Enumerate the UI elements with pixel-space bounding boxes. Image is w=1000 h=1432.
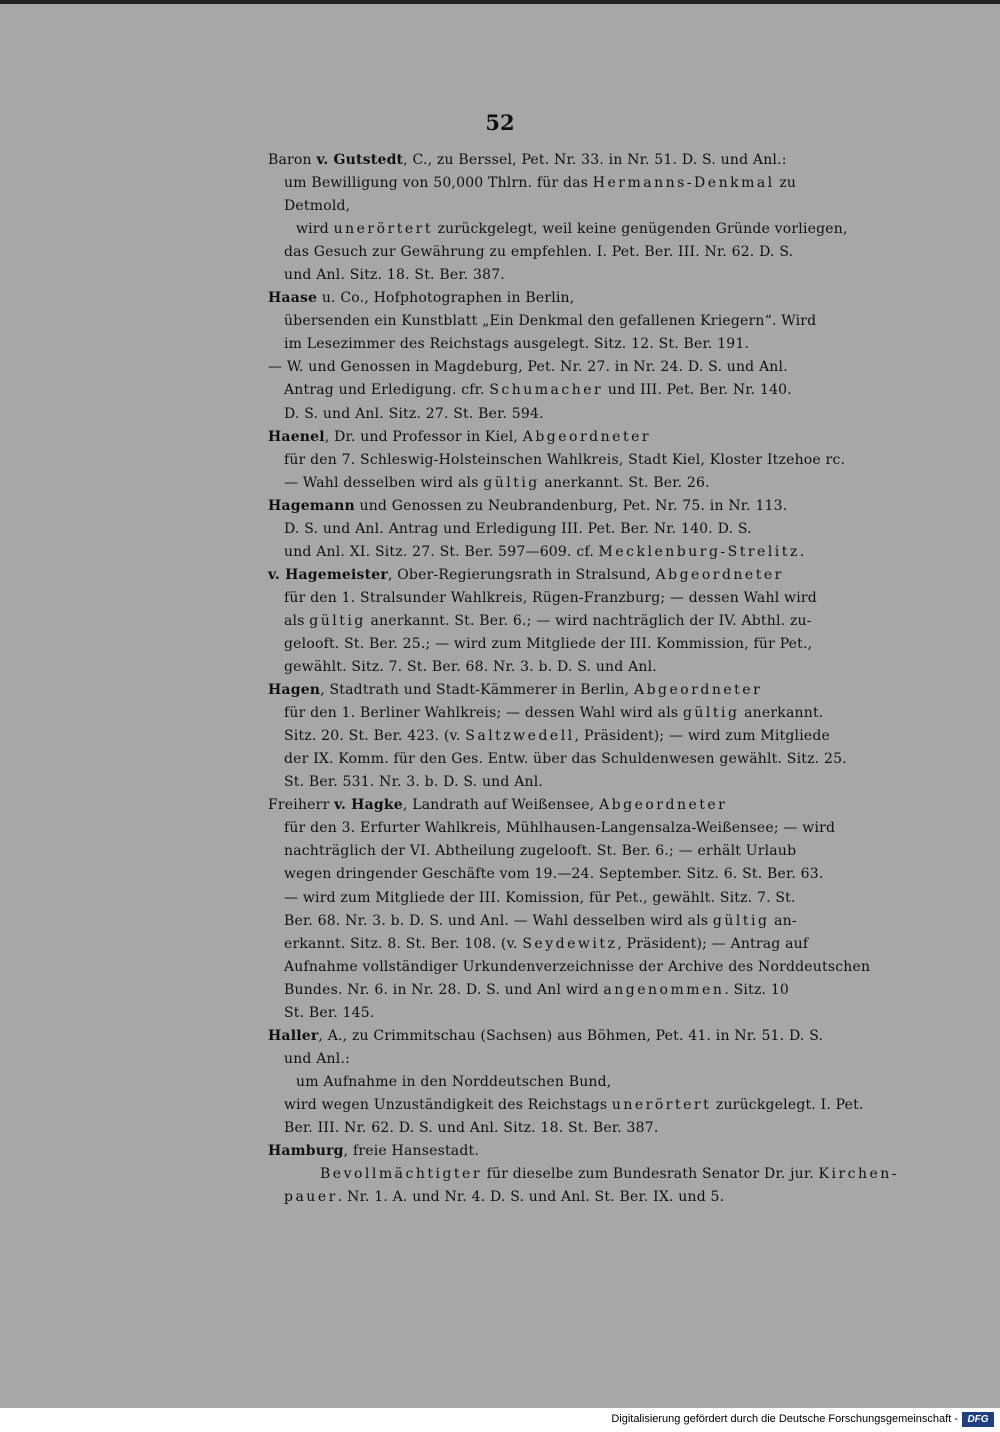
entry-line [268, 748, 848, 771]
entry-line [268, 1117, 848, 1140]
entry-headword: Haenel [268, 428, 325, 445]
entry-line [268, 356, 848, 379]
spaced-emphasis: unerörtert [611, 1096, 712, 1113]
spaced-emphasis: unerörtert [333, 221, 433, 238]
entry-text: — Wahl desselben wird als [284, 474, 484, 491]
spaced-emphasis: Abgeordneter [633, 682, 763, 699]
entry-line [268, 518, 848, 541]
entry-text: . Sitz. 10 [724, 981, 790, 998]
entry-line [268, 172, 848, 195]
entry-text: an- [769, 912, 797, 929]
entry-text: zurückgelegt. I. Pet. [711, 1096, 864, 1113]
entry-line [268, 241, 848, 264]
entry-line [268, 449, 848, 472]
entry-heading-line [268, 149, 848, 172]
entry-line [268, 979, 848, 1002]
entry-line [268, 264, 848, 287]
entry-text: Detmold, [284, 198, 351, 215]
entry-text: . [799, 543, 805, 560]
entry-heading-line [268, 564, 848, 587]
entry-text: für den 3. Erfurter Wahlkreis, Mühlhausen-Langensalza-Weißensee; — wird [284, 820, 836, 837]
entry-headword: Hagemann [268, 497, 355, 514]
entry-text: im Lesezimmer des Reichstags ausgelegt. Sitz. 12. St. Ber. 191. [284, 336, 750, 353]
spaced-emphasis: Seydewitz [522, 935, 618, 952]
entry-line [268, 863, 848, 886]
entry-line [268, 1186, 848, 1209]
entry-line [268, 817, 848, 840]
spaced-emphasis: Hermanns-Denkmal [592, 175, 775, 192]
entry-text: St. Ber. 145. [284, 1004, 375, 1021]
entry-line [268, 1002, 848, 1025]
entry-headword: v. Hagemeister [268, 566, 388, 583]
entry-text: nachträglich der VI. Abtheilung zugelooft. St. Ber. 6.; — erhält Urlaub [284, 843, 797, 860]
entry-text: D. S. und Anl. Antrag und Erledigung III. Pet. Ber. Nr. 140. D. S. [284, 520, 752, 537]
entry-text: , Stadtrath und Stadt-Kämmerer in Berlin, [320, 682, 634, 699]
entry-text: , Dr. und Professor in Kiel, [324, 428, 523, 445]
entry-text: wegen dringender Geschäfte vom 19.—24. September. Sitz. 6. St. Ber. 63. [284, 866, 824, 883]
entry-text: zurückgelegt, weil keine genügenden Gründe vorliegen, [432, 221, 848, 238]
entry-text: zu [774, 175, 797, 192]
entry-line [268, 310, 848, 333]
register-entry [268, 1140, 900, 1209]
entry-line [268, 1094, 864, 1117]
entry-text: anerkannt. St. Ber. 26. [539, 474, 710, 491]
entry-text: anerkannt. St. Ber. 6.; — wird nachträglich der IV. Abthl. zu- [365, 612, 812, 629]
entry-text: und Genossen zu Neubrandenburg, Pet. Nr. 75. in Nr. 113. [354, 497, 788, 514]
entry-line [268, 1163, 900, 1186]
entry-line [268, 633, 848, 656]
spaced-emphasis: Mecklenburg-Strelitz [598, 543, 800, 560]
entry-line [268, 656, 848, 679]
entry-line [268, 910, 848, 933]
entry-text: als [284, 612, 310, 629]
entry-text: wird wegen Unzuständigkeit des Reichstags [284, 1096, 612, 1113]
entry-heading-line [268, 426, 848, 449]
entry-text: gelooft. St. Ber. 25.; — wird zum Mitgliede der III. Kommission, für Pet., [284, 635, 813, 652]
register-entry [268, 426, 848, 495]
entry-line [268, 333, 848, 356]
entry-text: — W. und Genossen in Magdeburg, Pet. Nr. 27. in Nr. 24. D. S. und Anl. [268, 359, 788, 376]
entry-text: . Nr. 1. A. und Nr. 4. D. S. und Anl. St. Ber. IX. und 5. [337, 1189, 725, 1206]
register-entry [268, 679, 848, 794]
spaced-emphasis: gültig [712, 912, 770, 929]
entry-text: für den 7. Schleswig-Holsteinschen Wahlkreis, Stadt Kiel, Kloster Itzehoe rc. [284, 451, 846, 468]
entry-text: anerkannt. [739, 705, 824, 722]
entry-text: Antrag und Erledigung. cfr. [284, 382, 490, 399]
funding-notice: Digitalisierung gefördert durch die Deutsche Forschungsgemeinschaft - [611, 1413, 958, 1425]
entry-text: , freie Hansestadt. [343, 1143, 479, 1160]
spaced-emphasis: angenommen [603, 981, 725, 998]
entry-text: D. S. und Anl. Sitz. 27. St. Ber. 594. [284, 405, 544, 422]
spaced-emphasis: Abgeordneter [522, 428, 652, 445]
entry-heading-line [268, 1025, 848, 1048]
entry-text: — wird zum Mitgliede der III. Komission, für Pet., gewählt. Sitz. 7. St. [284, 889, 796, 906]
register-entries [268, 149, 900, 1209]
entry-text: Aufnahme vollständiger Urkundenverzeichnisse der Archive des Norddeutschen [284, 958, 871, 975]
entry-text: übersenden ein Kunstblatt „Ein Denkmal den gefallenen Kriegern“. Wird [284, 313, 817, 330]
spaced-emphasis: gültig [483, 474, 540, 491]
entry-text: , Präsident); — Antrag auf [617, 935, 809, 952]
entry-headword: v. Gutstedt [316, 152, 404, 168]
entry-headword: Haller [268, 1027, 319, 1044]
entry-text: und Anl. XI. Sitz. 27. St. Ber. 597—609. cf. [284, 543, 599, 560]
entry-text: , Präsident); — wird zum Mitgliede [574, 728, 831, 745]
entry-line [268, 887, 848, 910]
spaced-emphasis: gültig [682, 705, 740, 722]
spaced-emphasis: Schumacher [489, 382, 604, 399]
spaced-emphasis: Bevollmächtigter [320, 1166, 483, 1183]
entry-headword: Haase [268, 290, 318, 307]
entry-line [268, 472, 848, 495]
entry-line [268, 587, 848, 610]
entry-line [268, 379, 848, 402]
entry-line [268, 1071, 848, 1094]
entry-heading-line [268, 679, 848, 702]
entry-text: um Bewilligung von 50,000 Thlrn. für das [284, 175, 593, 192]
entry-text: wird [296, 221, 334, 238]
spaced-emphasis: gültig [309, 612, 366, 629]
entry-line [268, 403, 848, 426]
entry-text: , Ober-Regierungsrath in Stralsund, [387, 566, 656, 583]
funding-footer [0, 1408, 1000, 1432]
entry-text: für dieselbe zum Bundesrath Senator Dr. jur. [482, 1166, 819, 1183]
entry-text: St. Ber. 531. Nr. 3. b. D. S. und Anl. [284, 774, 544, 791]
spaced-emphasis: pauer [284, 1189, 338, 1206]
entry-line [268, 195, 848, 218]
entry-text: Sitz. 20. St. Ber. 423. (v. [284, 728, 466, 745]
register-entry [268, 287, 848, 425]
register-entry [268, 1025, 864, 1140]
entry-text: , Landrath auf Weißensee, [402, 797, 600, 814]
entry-text: Freiherr [268, 797, 335, 814]
register-entry [268, 495, 848, 564]
entry-text: Baron [268, 152, 317, 168]
entry-line [268, 840, 848, 863]
entry-line [268, 702, 848, 725]
entry-heading-line [268, 1140, 848, 1163]
entry-text: Bundes. Nr. 6. in Nr. 28. D. S. und Anl wird [284, 981, 604, 998]
spaced-emphasis: Saltzwedell [465, 728, 575, 745]
entry-text: , C., zu Berssel, Pet. Nr. 33. in Nr. 51. D. S. und Anl.: [403, 152, 787, 168]
entry-text: Ber. III. Nr. 62. D. S. und Anl. Sitz. 18. St. Ber. 387. [284, 1119, 659, 1136]
entry-line [268, 610, 848, 633]
entry-text: und Anl. Sitz. 18. St. Ber. 387. [284, 267, 505, 284]
entry-text: und III. Pet. Ber. Nr. 140. [603, 382, 792, 399]
entry-line [268, 218, 848, 241]
entry-text: für den 1. Berliner Wahlkreis; — dessen Wahl wird als [284, 705, 683, 722]
dfg-logo[interactable]: DFG [962, 1412, 994, 1427]
entry-line [268, 725, 848, 748]
entry-heading-line [268, 794, 848, 817]
entry-line [268, 541, 848, 564]
entry-headword: v. Hagke [334, 797, 403, 814]
entry-line [268, 956, 871, 979]
spaced-emphasis: Kirchen- [818, 1166, 900, 1183]
entry-headword: Hagen [268, 682, 321, 699]
entry-headword: Hamburg [268, 1143, 344, 1160]
entry-line [268, 1048, 848, 1071]
entry-text: Ber. 68. Nr. 3. b. D. S. und Anl. — Wahl desselben wird als [284, 912, 713, 929]
entry-heading-line [268, 495, 848, 518]
register-entry [268, 564, 848, 679]
register-entry [268, 794, 871, 1024]
entry-text: , A., zu Crimmitschau (Sachsen) aus Böhmen, Pet. 41. in Nr. 51. D. S. [318, 1027, 824, 1044]
entry-text: u. Co., Hofphotographen in Berlin, [317, 290, 575, 307]
entry-text: um Aufnahme in den Norddeutschen Bund, [296, 1073, 612, 1090]
entry-text: für den 1. Stralsunder Wahlkreis, Rügen-Franzburg; — dessen Wahl wird [284, 589, 817, 606]
entry-heading-line [268, 287, 848, 310]
spaced-emphasis: Abgeordneter [655, 566, 784, 583]
entry-line [268, 933, 848, 956]
entry-text: und Anl.: [284, 1050, 351, 1067]
entry-text: das Gesuch zur Gewährung zu empfehlen. I. Pet. Ber. III. Nr. 62. D. S. [284, 244, 794, 261]
entry-text: erkannt. Sitz. 8. St. Ber. 108. (v. [284, 935, 523, 952]
entry-text: der IX. Komm. für den Ges. Entw. über das Schuldenwesen gewählt. Sitz. 25. [284, 751, 847, 768]
page-number: 52 [485, 110, 515, 135]
register-entry [268, 149, 848, 287]
entry-line [268, 771, 848, 794]
spaced-emphasis: Abgeordneter [599, 797, 728, 814]
entry-text: gewählt. Sitz. 7. St. Ber. 68. Nr. 3. b. D. S. und Anl. [284, 659, 657, 676]
